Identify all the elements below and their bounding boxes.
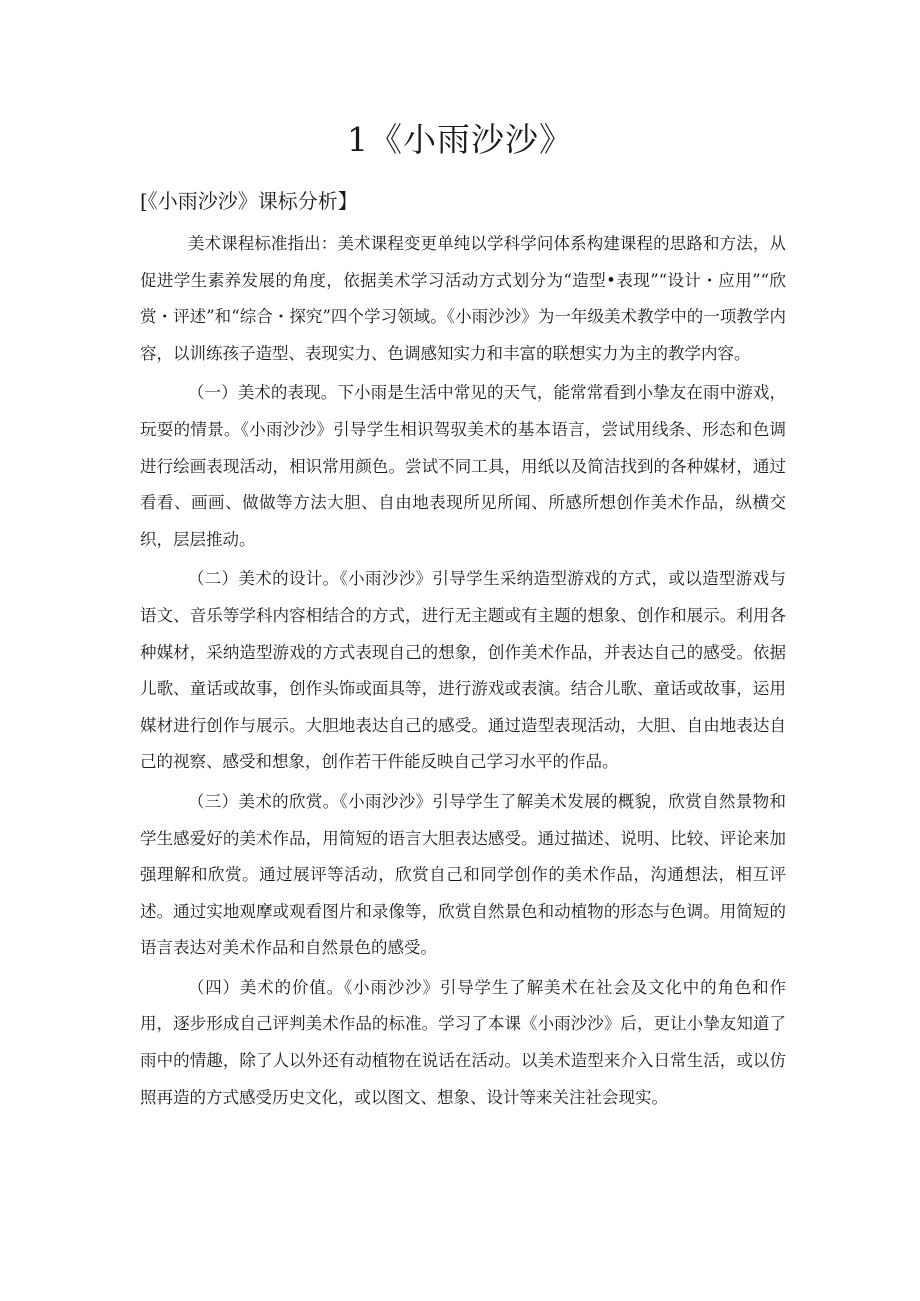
paragraph-expression: （一）美术的表现。下小雨是生活中常见的天气，能常常看到小挚友在雨中游戏，玩耍的情景。《小雨沙沙》引导学生相识驾驭美术的基本语言，尝试用线条、形态和色调进行绘画表现活动，相识常用颜色。尝试不同工具，用纸以及简洁找到的各种媒材，通过看看、画画、做做等方法大胆、自由地表现所见所闻、所感所想创作美术作品，纵横交织，层层推动。 <box>140 383 786 549</box>
paragraph-design: （二）美术的设计。《小雨沙沙》引导学生采纳造型游戏的方式，或以造型游戏与语文、音乐等学科内容相结合的方式，进行无主题或有主题的想象、创作和展示。利用各种媒材，采纳造型游戏的方式表现自己的想象，创作美术作品，并表达自己的感受。依据儿歌、童话或故事，创作头饰或面具等，进行游戏或表演。结合儿歌、童话或故事，运用媒材进行创作与展示。大胆地表达自己的感受。通过造型表现活动，大胆、自由地表达自己的视察、感受和想象，创作若干件能反映自己学习水平的作品。 <box>140 569 786 772</box>
section-heading: [《小雨沙沙》课标分析】 <box>140 189 358 213</box>
paragraph-intro: 美术课程标准指出：美术课程变更单纯以学科学问体系构建课程的思路和方法，从促进学生素养发展的角度，依据美术学习活动方式划分为“造型•表现”“设计・应用”“欣赏・评述”和“综合・探究”四个学习领域。《小雨沙沙》为一年级美术教学中的一项教学内容，以训练孩子造型、表现实力、色调感知实力和丰富的联想实力为主的教学内容。 <box>140 234 786 363</box>
paragraph-appreciation: （三）美术的欣赏。《小雨沙沙》引导学生了解美术发展的概貌，欣赏自然景物和学生感爱好的美术作品，用简短的语言大胆表达感受。通过描述、说明、比较、评论来加强理解和欣赏。通过展评等活动，欣赏自己和同学创作的美术作品，沟通想法，相互评述。通过实地观摩或观看图片和录像等，欣赏自然景色和动植物的形态与色调。用简短的语言表达对美术作品和自然景色的感受。 <box>140 791 786 958</box>
document-body <box>140 226 786 1116</box>
document-title: 1《小雨沙沙》 <box>347 120 573 159</box>
paragraph-value: （四）美术的价值。《小雨沙沙》引导学生了解美术在社会及文化中的角色和作用，逐步形成自己评判美术作品的标准。学习了本课《小雨沙沙》后，更让小挚友知道了雨中的情趣，除了人以外还有动植物在说话在活动。以美术造型来介入日常生活，或以仿照再造的方式感受历史文化，或以图文、想象、设计等来关注社会现实。 <box>140 977 786 1107</box>
